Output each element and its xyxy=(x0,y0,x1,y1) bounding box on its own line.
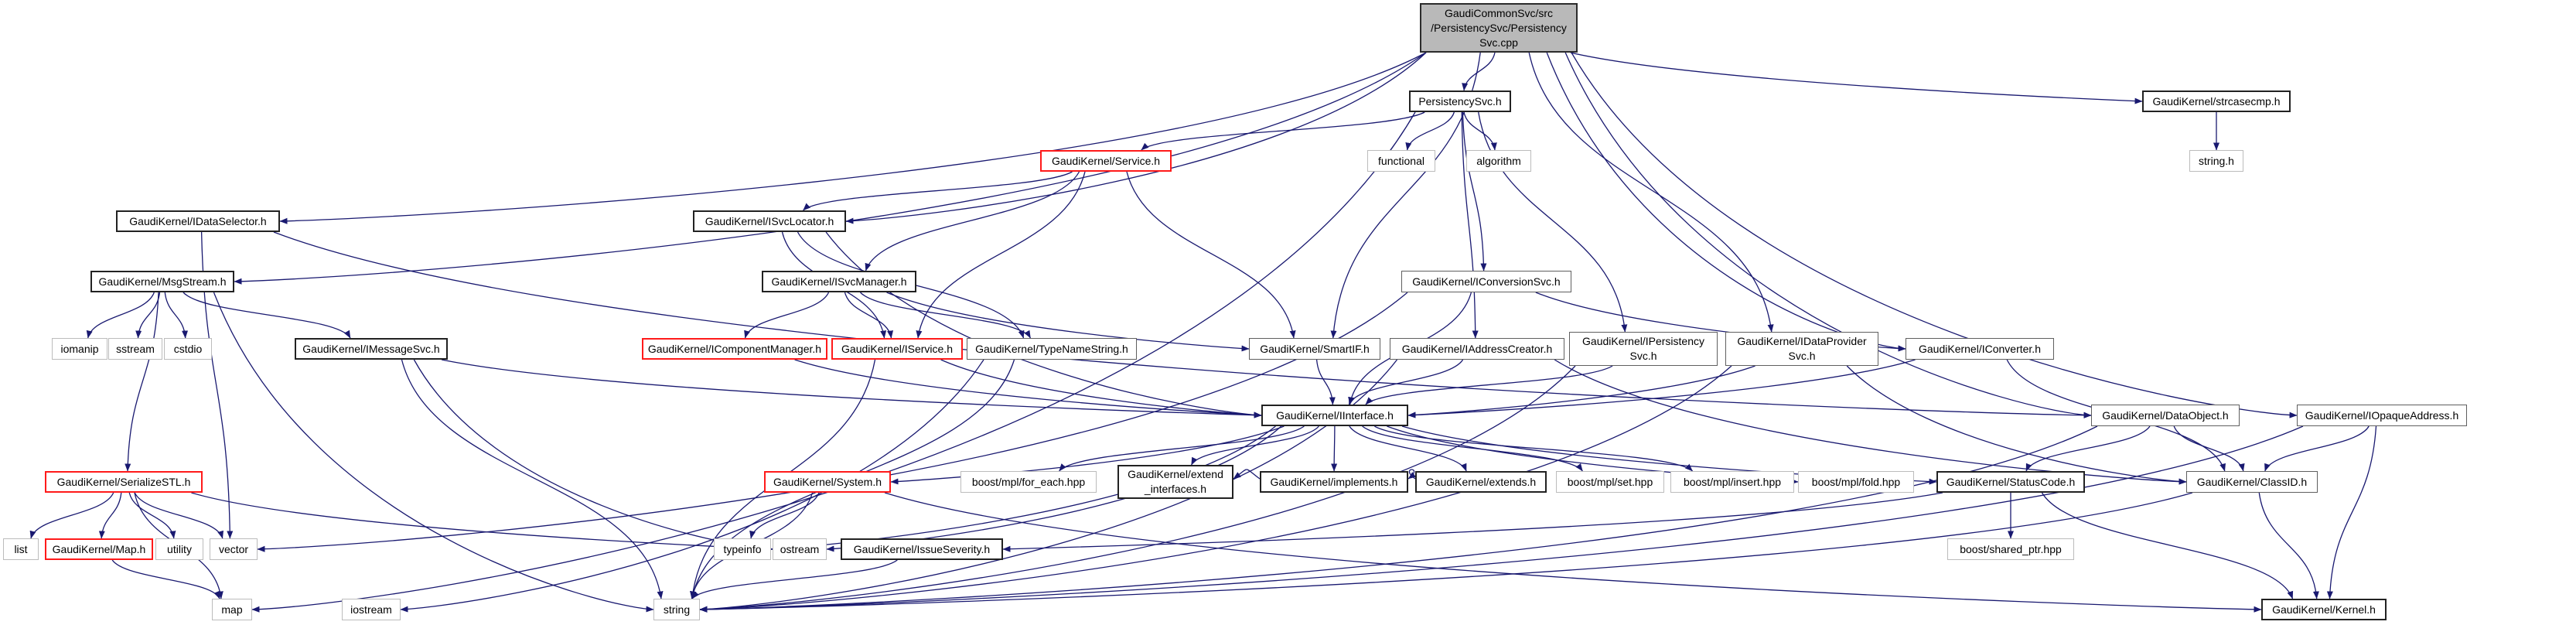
node-label: GaudiKernel/SerializeSTL.h xyxy=(56,475,191,488)
include-edge-isvcman-icompmgr xyxy=(746,292,829,338)
node-iservice[interactable] xyxy=(831,338,963,360)
node-label: GaudiKernel/extends.h xyxy=(1425,475,1537,488)
node-ipsvc[interactable] xyxy=(1569,332,1718,366)
node-strcasecmp[interactable] xyxy=(2142,91,2291,112)
include-edge-service-smartif xyxy=(1127,172,1294,338)
node-label: GaudiKernel/IPersistency xyxy=(1582,335,1704,347)
node-issuesev[interactable] xyxy=(841,538,1003,560)
node-label: GaudiKernel/IInterface.h xyxy=(1276,408,1394,422)
node-algorithm xyxy=(1466,150,1531,172)
include-edge-dataobject-stdstring xyxy=(700,426,2097,610)
node-kernel[interactable] xyxy=(2261,599,2387,620)
node-functional xyxy=(1367,150,1435,172)
node-mplfold xyxy=(1798,471,1914,493)
node-label: boost/mpl/fold.hpp xyxy=(1811,475,1901,488)
include-edge-imsgsvc-ostream xyxy=(414,360,773,549)
node-label: PersistencySvc.h xyxy=(1418,94,1502,108)
node-service[interactable] xyxy=(1040,150,1172,172)
node-label: GaudiKernel/TypeNameString.h xyxy=(975,342,1128,355)
include-edge-statuscode-issuesev xyxy=(1003,493,1943,549)
node-label: GaudiKernel/IMessageSvc.h xyxy=(302,342,440,355)
node-label: GaudiKernel/IComponentManager.h xyxy=(647,342,822,355)
node-icompmgr[interactable] xyxy=(642,338,827,360)
node-stdmap xyxy=(212,599,252,620)
include-edge-serstl-vector xyxy=(135,493,223,538)
node-serstl[interactable] xyxy=(45,471,203,493)
node-typename[interactable] xyxy=(967,338,1137,360)
node-label: boost/mpl/for_each.hpp xyxy=(971,475,1086,488)
node-label: string xyxy=(663,603,691,616)
node-isvcloc[interactable] xyxy=(693,210,846,232)
node-label: iomanip xyxy=(60,342,99,355)
include-edge-maph-stdmap xyxy=(112,560,220,599)
node-iinterface[interactable] xyxy=(1261,405,1408,426)
node-label: functional xyxy=(1378,154,1424,167)
include-edge-iservice-iinterface xyxy=(941,360,1261,415)
node-label: Svc.cpp xyxy=(1479,36,1518,49)
node-label: cstdio xyxy=(173,342,203,355)
node-label: GaudiKernel/Map.h xyxy=(52,542,146,555)
node-label: GaudiKernel/IConversionSvc.h xyxy=(1412,275,1561,288)
include-edge-imsgsvc-stdstring xyxy=(402,360,662,599)
node-foreach xyxy=(960,471,1097,493)
node-label: boost/mpl/set.hpp xyxy=(1567,475,1653,488)
node-label: GaudiKernel/IConverter.h xyxy=(1919,342,2041,355)
node-label: /PersistencySvc/Persistency xyxy=(1431,21,1567,34)
node-label: algorithm xyxy=(1476,154,1521,167)
node-label: boost/shared_ptr.hpp xyxy=(1960,542,2062,555)
node-label: GaudiKernel/IDataSelector.h xyxy=(129,214,267,227)
node-label: GaudiKernel/strcasecmp.h xyxy=(2152,94,2281,108)
node-label: _interfaces.h xyxy=(1144,483,1207,495)
node-extint[interactable] xyxy=(1117,465,1233,499)
node-smartif[interactable] xyxy=(1249,338,1380,360)
node-statuscode[interactable] xyxy=(1936,471,2085,493)
include-edge-cpp-msgstream xyxy=(234,53,1426,282)
node-idatasel[interactable] xyxy=(116,210,280,232)
node-label: GaudiKernel/IssueSeverity.h xyxy=(853,542,991,555)
node-label: utility xyxy=(167,542,192,555)
include-edge-classid-kernel xyxy=(2259,493,2316,599)
include-edge-serstl-maph xyxy=(101,493,121,538)
node-label: iostream xyxy=(350,603,392,616)
node-label: Svc.h xyxy=(1629,350,1657,362)
node-imsgsvc[interactable] xyxy=(295,338,448,360)
node-stringh xyxy=(2189,150,2243,172)
include-edge-typename-iostream xyxy=(401,360,984,610)
include-edge-service-isvcloc xyxy=(804,172,1073,210)
node-label: GaudiKernel/DataObject.h xyxy=(2102,408,2229,422)
include-edge-extends-implements xyxy=(1408,470,1415,479)
include-edge-cpp-isvcloc xyxy=(846,53,1426,221)
node-label: GaudiKernel/IOpaqueAddress.h xyxy=(2305,408,2459,422)
node-stdstring xyxy=(653,599,700,620)
node-iostream xyxy=(342,599,401,620)
node-label: GaudiCommonSvc/src xyxy=(1444,6,1554,19)
node-label: GaudiKernel/Kernel.h xyxy=(2272,603,2376,616)
node-iconverter[interactable] xyxy=(1906,338,2054,360)
node-label: sstream xyxy=(116,342,155,355)
node-iconvsvc[interactable] xyxy=(1401,271,1571,292)
node-label: GaudiKernel/IDataProvider xyxy=(1737,335,1867,347)
include-edge-serstl-list xyxy=(31,493,114,538)
include-edge-service-isvcman xyxy=(866,172,1080,271)
node-label: GaudiKernel/ISvcManager.h xyxy=(771,275,907,288)
node-label: GaudiKernel/Service.h xyxy=(1051,154,1161,167)
node-typeinfo xyxy=(714,538,771,560)
node-maph[interactable] xyxy=(45,538,153,560)
node-label: GaudiKernel/StatusCode.h xyxy=(1946,475,2076,488)
include-edge-service-iservice xyxy=(918,172,1085,338)
include-edge-msgstream-iomanip xyxy=(88,292,155,338)
include-edge-iinterface-implements xyxy=(1334,426,1335,471)
include-edge-issuesev-stdstring xyxy=(692,560,897,599)
include-edge-smartif-iinterface xyxy=(1317,360,1333,405)
node-list xyxy=(3,538,39,560)
node-mplset xyxy=(1556,471,1664,493)
node-iaddrcr[interactable] xyxy=(1390,338,1564,360)
node-label: GaudiKernel/extend xyxy=(1128,468,1223,480)
node-vector xyxy=(210,538,258,560)
node-label: GaudiKernel/IAddressCreator.h xyxy=(1401,342,1553,355)
node-utility xyxy=(155,538,203,560)
node-idpsvc[interactable] xyxy=(1725,332,1878,366)
include-edge-serstl-ostream xyxy=(191,493,773,549)
node-label: GaudiKernel/implements.h xyxy=(1270,475,1398,488)
node-label: GaudiKernel/SmartIF.h xyxy=(1260,342,1370,355)
node-classid[interactable] xyxy=(2186,471,2318,493)
node-ostream xyxy=(773,538,827,560)
node-mplinsert xyxy=(1670,471,1794,493)
node-label: map xyxy=(221,603,243,616)
node-label: GaudiKernel/IService.h xyxy=(841,342,953,355)
node-label: GaudiKernel/ClassID.h xyxy=(2196,475,2308,488)
include-edge-isvcloc-iinterface xyxy=(826,232,1261,415)
include-edge-iconvsvc-vector xyxy=(258,292,1407,549)
include-edge-isvcman-iservice xyxy=(845,292,892,338)
node-label: GaudiKernel/ISvcLocator.h xyxy=(705,214,834,227)
include-edge-iopaque-kernel xyxy=(2330,426,2376,599)
node-label: list xyxy=(14,542,28,555)
node-label: Svc.h xyxy=(1788,350,1816,362)
include-edge-msgstream-serstl xyxy=(128,292,159,471)
include-edge-dataobject-classid xyxy=(2174,426,2243,471)
node-label: boost/mpl/insert.hpp xyxy=(1683,475,1782,488)
node-iopaque[interactable] xyxy=(2297,405,2467,426)
node-cpp xyxy=(1420,3,1578,53)
node-msgstream[interactable] xyxy=(90,271,234,292)
include-edge-statuscode-kernel xyxy=(2042,493,2293,599)
node-system[interactable] xyxy=(764,471,891,493)
node-label: GaudiKernel/System.h xyxy=(773,475,882,488)
include-edge-msgstream-cstdio xyxy=(165,292,185,338)
node-label: vector xyxy=(218,542,249,555)
node-sharedptr xyxy=(1947,538,2074,560)
node-sstream xyxy=(108,338,162,360)
include-edge-iopaque-classid xyxy=(2265,426,2369,471)
include-edge-cpp-idatasel xyxy=(280,53,1426,221)
include-edge-psvc-iaddrcr xyxy=(1462,112,1476,338)
include-edge-psvc-ipsvc xyxy=(1479,112,1626,332)
node-cstdio xyxy=(164,338,212,360)
node-label: GaudiKernel/MsgStream.h xyxy=(98,275,227,288)
node-extends[interactable] xyxy=(1415,471,1547,493)
node-label: typeinfo xyxy=(723,542,762,555)
include-edge-iinterface-mplinsert xyxy=(1374,426,1692,471)
include-edge-psvc-service xyxy=(1141,112,1424,150)
node-implements[interactable] xyxy=(1260,471,1408,493)
include-edge-psvc-stdmap xyxy=(252,112,1415,610)
include-edge-isvcman-typename xyxy=(861,292,1031,338)
node-iomanip xyxy=(52,338,107,360)
include-edge-cpp-strcasecmp xyxy=(1571,53,2142,101)
node-label: string.h xyxy=(2199,154,2234,167)
include-edge-idatasel-dataobject xyxy=(274,232,2091,415)
include-edge-idpsvc-iinterface xyxy=(1408,366,1755,415)
node-label: ostream xyxy=(780,542,820,555)
node-isvcman[interactable] xyxy=(762,271,916,292)
node-dataobject[interactable] xyxy=(2091,405,2240,426)
node-psvc[interactable] xyxy=(1409,91,1511,112)
